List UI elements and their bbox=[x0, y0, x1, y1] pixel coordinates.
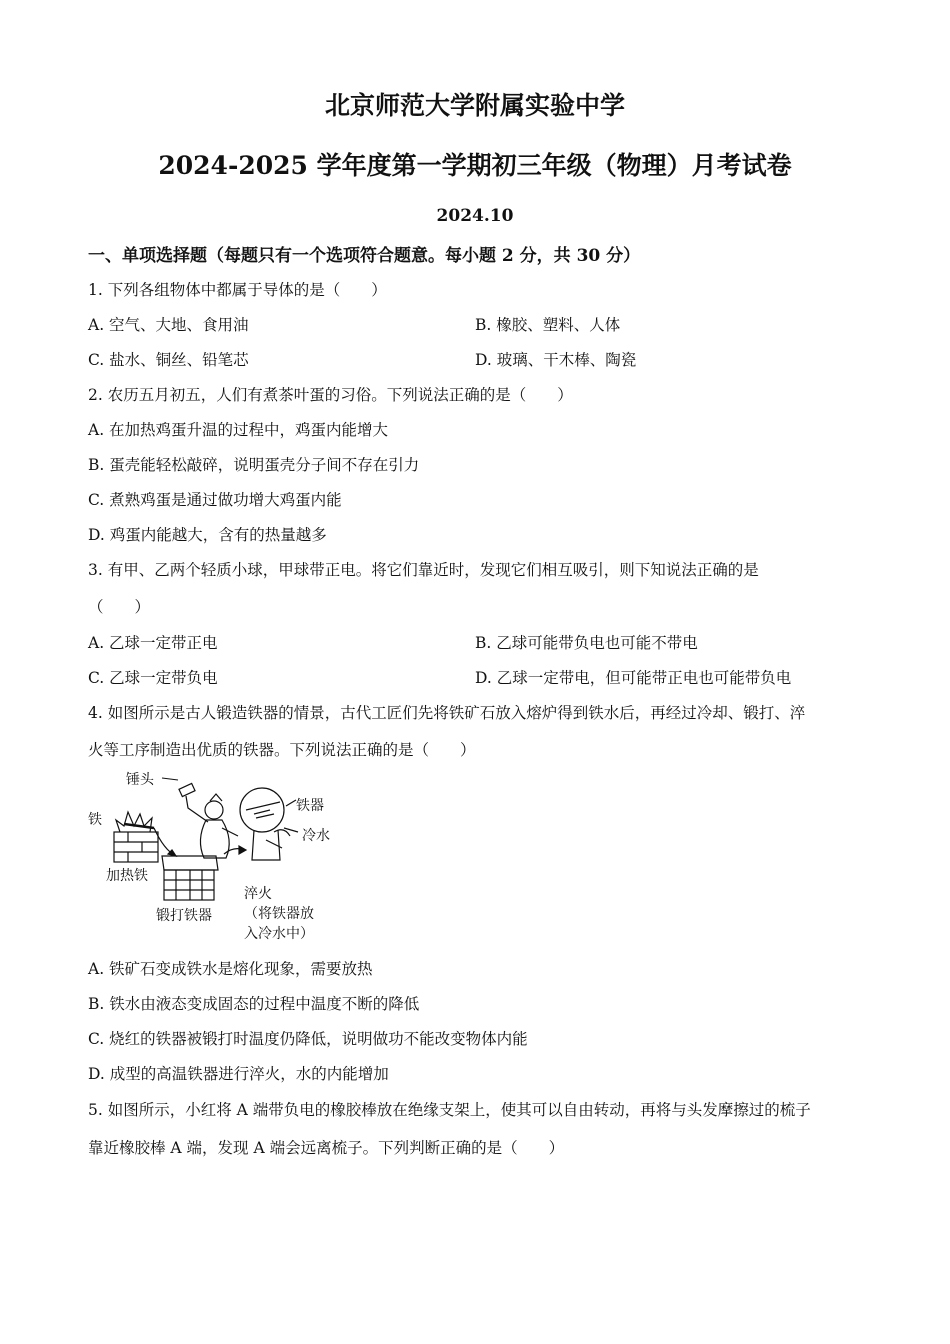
question-4-option-c: C. 烧红的铁器被锻打时温度仍降低，说明做功不能改变物体内能 bbox=[88, 1030, 528, 1048]
question-5-stem-line2: 靠近橡胶棒 A 端，发现 A 端会远离梳子。下列判断正确的是（ ） bbox=[88, 1139, 565, 1157]
question-3-option-a: A. 乙球一定带正电 bbox=[88, 634, 218, 652]
quench-drawing bbox=[240, 788, 298, 860]
exam-date: 2024.10 bbox=[436, 206, 514, 226]
label-quench: 淬火 bbox=[244, 886, 272, 902]
label-heating: 加热铁 bbox=[106, 868, 148, 884]
label-ironware: 铁器 bbox=[296, 798, 324, 814]
question-3-stem-line1: 3. 有甲、乙两个轻质小球，甲球带正电。将它们靠近时，发现它们相互吸引，则下知说法正确的是 bbox=[88, 561, 759, 579]
question-2-option-c: C. 煮熟鸡蛋是通过做功增大鸡蛋内能 bbox=[88, 491, 342, 509]
question-4-option-b: B. 铁水由液态变成固态的过程中温度不断的降低 bbox=[88, 995, 420, 1013]
exam-title: 2024-2025 学年度第一学期初三年级（物理）月考试卷 bbox=[158, 151, 792, 180]
question-1-option-b: B. 橡胶、塑料、人体 bbox=[475, 316, 621, 334]
question-2-stem: 2. 农历五月初五，人们有煮茶叶蛋的习俗。下列说法正确的是（ ） bbox=[88, 386, 573, 404]
question-3-option-c: C. 乙球一定带负电 bbox=[88, 669, 218, 687]
smith-drawing bbox=[179, 783, 238, 858]
question-2-option-a: A. 在加热鸡蛋升温的过程中，鸡蛋内能增大 bbox=[88, 421, 389, 439]
label-hammer: 锤头 bbox=[126, 772, 154, 788]
school-name: 北京师范大学附属实验中学 bbox=[324, 91, 625, 120]
question-1-option-c: C. 盐水、铜丝、铅笔芯 bbox=[88, 351, 249, 369]
question-4-stem-line2: 火等工序制造出优质的铁器。下列说法正确的是（ ） bbox=[88, 741, 476, 759]
question-4-option-d: D. 成型的高温铁器进行淬火，水的内能增加 bbox=[88, 1065, 389, 1083]
question-3-option-d: D. 乙球一定带电，但可能带正电也可能带负电 bbox=[475, 669, 792, 687]
forging-illustration bbox=[84, 770, 344, 945]
question-4-option-a: A. 铁矿石变成铁水是熔化现象，需要放热 bbox=[88, 960, 373, 978]
question-2-option-d: D. 鸡蛋内能越大，含有的热量越多 bbox=[88, 526, 327, 544]
question-2-option-b: B. 蛋壳能轻松敲碎，说明蛋壳分子间不存在引力 bbox=[88, 456, 420, 474]
label-cold-water: 冷水 bbox=[302, 828, 330, 844]
question-1-option-a: A. 空气、大地、食用油 bbox=[88, 316, 249, 334]
question-3-option-b: B. 乙球可能带负电也可能不带电 bbox=[475, 634, 698, 652]
furnace-drawing bbox=[114, 812, 158, 862]
question-1-stem: 1. 下列各组物体中都属于导体的是（ ） bbox=[88, 281, 387, 299]
label-iron: 铁 bbox=[88, 812, 102, 828]
section-heading: 一、单项选择题（每题只有一个选项符合题意。每小题 2 分，共 30 分） bbox=[88, 246, 641, 266]
question-5-stem-line1: 5. 如图所示，小红将 A 端带负电的橡胶棒放在绝缘支架上，使其可以自由转动，再将与头发摩擦过的梳子 bbox=[88, 1101, 811, 1119]
label-quench-note-2: 入冷水中） bbox=[244, 926, 314, 942]
question-3-stem-line2: （ ） bbox=[88, 598, 151, 616]
anvil-drawing bbox=[162, 856, 218, 900]
question-4-stem-line1: 4. 如图所示是古人锻造铁器的情景，古代工匠们先将铁矿石放入熔炉得到铁水后，再经过冷却、锻打、淬 bbox=[88, 704, 806, 722]
label-quench-note-1: （将铁器放 bbox=[244, 906, 314, 922]
question-1-option-d: D. 玻璃、干木棒、陶瓷 bbox=[475, 351, 637, 369]
label-forging: 锻打铁器 bbox=[156, 908, 212, 924]
